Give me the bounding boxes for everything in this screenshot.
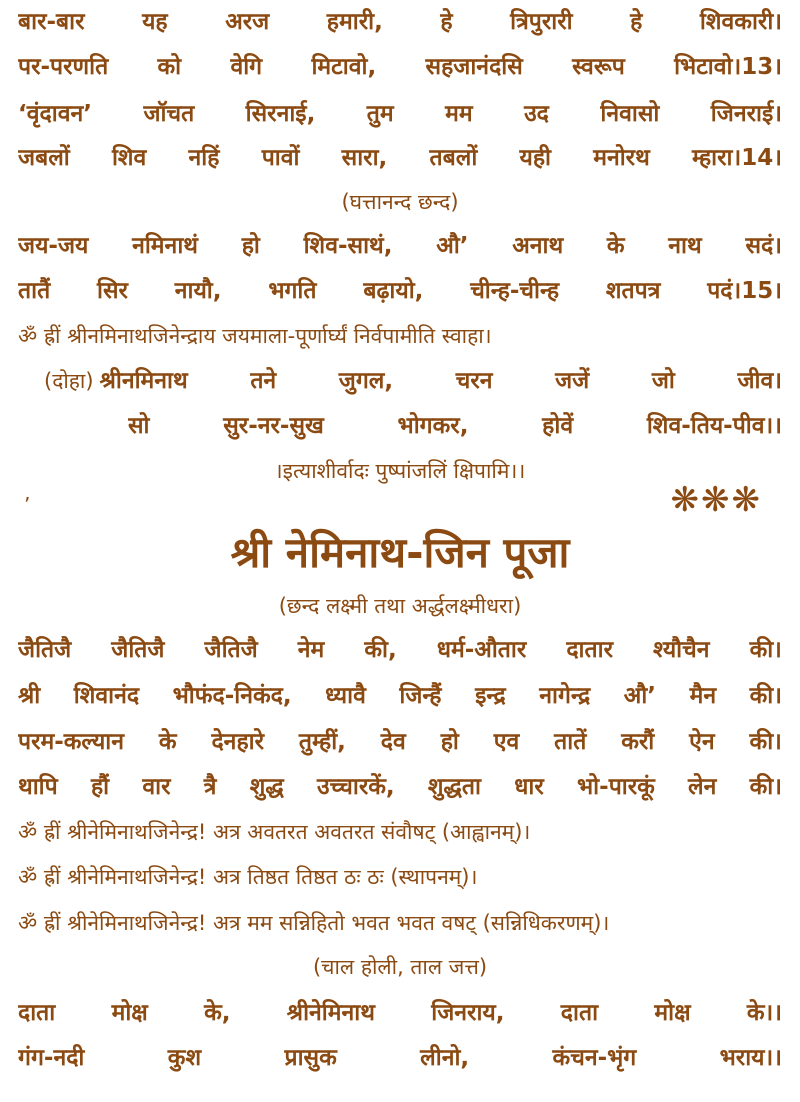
- verse-word: की,: [364, 637, 397, 663]
- verse-word: शिव-तिय-पीव।।: [646, 413, 782, 439]
- verse-word: लीनो,: [420, 1045, 470, 1071]
- verse-word: जिनराई।: [710, 101, 782, 127]
- verse-word: पावों: [261, 145, 300, 171]
- verse-word: नहिं: [188, 145, 220, 171]
- verse-word: भोगकर,: [397, 413, 469, 439]
- jal-line-1: [18, 993, 782, 1033]
- sthapan-mantra: ॐ ह्रीं श्रीनेमिनाथजिनेन्द्र! अत्र तिष्ठत तिष्ठत ठः ठः (स्थापनम्)।: [18, 865, 478, 889]
- verse-word: मैन: [689, 683, 717, 709]
- verse-word: श्री: [18, 683, 41, 709]
- verse-word: की।: [749, 637, 782, 663]
- jal-line-2: [18, 1038, 782, 1078]
- verse-word: तुम्हीं,: [298, 729, 346, 755]
- verse-word: बढ़ायो,: [363, 278, 424, 304]
- verse-word: करौं: [621, 729, 655, 755]
- chhand-heading: (घत्तानन्द छन्द): [341, 190, 459, 214]
- verse-word: तुम: [366, 101, 394, 127]
- verse-word: नागेन्द्र: [539, 683, 591, 709]
- ahvanan-mantra: ॐ ह्रीं श्रीनेमिनाथजिनेन्द्र! अत्र अवतरत अवतरत संवौषट् (आह्वानम्)।: [18, 820, 531, 844]
- verse-word: वार: [142, 774, 171, 800]
- verse-word: होवें: [542, 413, 574, 439]
- verse-word: दाता: [18, 1000, 56, 1026]
- verse-word: के: [606, 233, 625, 259]
- verse-word: की।: [749, 683, 782, 709]
- chaal-heading: (चाल होली, ताल जत्त): [312, 955, 488, 979]
- tick-mark: ’: [24, 493, 31, 517]
- verse-word: की।: [749, 729, 782, 755]
- verse-word: जॉचत: [143, 101, 195, 127]
- verse-word: सो: [128, 413, 150, 439]
- verse-word: शिव: [111, 145, 147, 171]
- verse-word: शुद्ध: [249, 774, 284, 800]
- verse-word: की।: [749, 774, 782, 800]
- verse-word: अरज: [225, 9, 270, 35]
- verse-word: सिरनाई,: [245, 101, 316, 127]
- verse-word: वेगि: [230, 54, 263, 80]
- verse-word: दातार: [566, 637, 613, 663]
- verse-word: इन्द्र: [475, 683, 506, 709]
- doha-line-1-words: [100, 361, 782, 401]
- verse-word: हे: [440, 9, 453, 35]
- verse-word: त्रिपुरारी: [510, 9, 573, 35]
- verse-word: तातैं: [18, 278, 51, 304]
- verse-word: सदं।: [745, 233, 782, 259]
- verse-word: पदं।15।: [707, 278, 782, 304]
- verse-word: गंग-नदी: [18, 1045, 85, 1071]
- verse-word: मम: [445, 101, 473, 127]
- verse-word: उच्चारकें,: [317, 774, 395, 800]
- verse-word: थापि: [18, 774, 58, 800]
- verse-word: हौं: [90, 774, 110, 800]
- verse-word: हो: [241, 233, 260, 259]
- verse-line-13a: [18, 2, 782, 42]
- verse-word: लेन: [688, 774, 717, 800]
- star-ornament-icon: ❋❋❋: [670, 480, 762, 520]
- verse-word: श्यौचैन: [653, 637, 710, 663]
- verse-word: शिवानंद: [73, 683, 140, 709]
- verse-word: भराय।।: [719, 1045, 782, 1071]
- verse-word: जय-जय: [18, 233, 89, 259]
- verse-word: तने: [250, 368, 277, 394]
- verse-line-15a: [18, 226, 782, 266]
- verse-word: नाथ: [668, 233, 702, 259]
- verse-word: प्रासुक: [284, 1045, 337, 1071]
- verse-word: कंचन-भृंग: [552, 1045, 637, 1071]
- verse-word: नमिनाथं: [132, 233, 198, 259]
- verse-word: शतपत्र: [605, 278, 661, 304]
- verse-word: देनहारे: [211, 729, 265, 755]
- verse-word: जुगल,: [338, 368, 394, 394]
- verse-line-14a: [18, 94, 782, 134]
- verse-word: मोक्ष: [111, 1000, 148, 1026]
- verse-word: सिर: [97, 278, 128, 304]
- verse-word: औ’: [623, 683, 657, 709]
- verse-word: भौफंद-निकंद,: [172, 683, 292, 709]
- chhand-subtitle: (छन्द लक्ष्मी तथा अर्द्धलक्ष्मीधरा): [278, 594, 522, 618]
- verse-word: ध्यावै: [325, 683, 366, 709]
- verse-word: हे: [630, 9, 643, 35]
- verse-word: मनोरथ: [593, 145, 650, 171]
- verse-word: जिन्हैं: [399, 683, 442, 709]
- verse-word: चरन: [455, 368, 493, 394]
- verse-word: जबलों: [18, 145, 70, 171]
- verse-word: श्रीनेमिनाथ: [286, 1000, 375, 1026]
- page-title: श्री नेमिनाथ-जिन पूजा: [230, 528, 570, 577]
- verse-word: मिटावो,: [311, 54, 377, 80]
- doha-line-2: [128, 406, 782, 446]
- verse-word: निवासो: [600, 101, 660, 127]
- verse-word: अनाथ: [512, 233, 564, 259]
- verse-word: शुद्धता: [427, 774, 481, 800]
- verse-word: शिवकारी।: [699, 9, 782, 35]
- verse-word: धार: [514, 774, 544, 800]
- verse-word: उद: [524, 101, 549, 127]
- sthapana-line-4: [18, 767, 782, 807]
- verse-word: स्वरूप: [572, 54, 625, 80]
- verse-line-15b: [18, 271, 782, 311]
- verse-word: त्रै: [203, 774, 217, 800]
- jaymala-mantra: ॐ ह्रीं श्रीनमिनाथजिनेन्द्राय जयमाला-पूर्णार्घ्यं निर्वपामीति स्वाहा।: [18, 324, 492, 348]
- verse-word: जजें: [555, 368, 590, 394]
- verse-word: जीव।: [737, 368, 782, 394]
- verse-line-13b: [18, 47, 782, 87]
- verse-word: जैतिजै: [18, 637, 72, 663]
- verse-word: को: [157, 54, 182, 80]
- verse-word: ‘वृंदावन’: [18, 101, 92, 127]
- verse-word: हमारी,: [326, 9, 383, 35]
- verse-word: नायौ,: [174, 278, 222, 304]
- doha-line-1: [44, 361, 782, 401]
- verse-word: मोक्ष: [654, 1000, 691, 1026]
- verse-word: बार-बार: [18, 9, 85, 35]
- sthapana-line-1: [18, 630, 782, 670]
- verse-word: के।।: [746, 1000, 782, 1026]
- verse-word: भो-पारकूं: [577, 774, 655, 800]
- verse-word: तातें: [554, 729, 587, 755]
- verse-word: के,: [204, 1000, 231, 1026]
- verse-word: शिव-साथं,: [303, 233, 393, 259]
- verse-word: जो: [651, 368, 675, 394]
- verse-word: ऐन: [689, 729, 715, 755]
- verse-word: यही: [519, 145, 551, 171]
- verse-word: सुर-नर-सुख: [223, 413, 324, 439]
- verse-word: पर-परणति: [18, 54, 109, 80]
- verse-word: म्हारा।14।: [692, 145, 782, 171]
- verse-word: जैतिजै: [111, 637, 165, 663]
- doha-label: (दोहा): [44, 369, 94, 393]
- verse-word: धर्म-औतार: [436, 637, 527, 663]
- verse-word: देव: [380, 729, 406, 755]
- verse-word: तबलों: [429, 145, 478, 171]
- sthapana-line-2: [18, 676, 782, 716]
- sannidhikaran-mantra: ॐ ह्रीं श्रीनेमिनाथजिनेन्द्र! अत्र मम सन्निहितो भवत भवत वषट् (सन्निधिकरणम्)।: [18, 911, 610, 935]
- verse-word: श्रीनमिनाथ: [99, 368, 188, 394]
- verse-word: परम-कल्यान: [18, 729, 125, 755]
- verse-word: के: [158, 729, 177, 755]
- verse-word: एव: [493, 729, 520, 755]
- verse-word: सहजानंदसि: [425, 54, 523, 80]
- document-page: [18, 0, 782, 1102]
- verse-word: औ’: [436, 233, 469, 259]
- verse-word: यह: [142, 9, 168, 35]
- sthapana-line-3: [18, 722, 782, 762]
- verse-word: नेम: [297, 637, 325, 663]
- verse-line-14b: [18, 138, 782, 178]
- verse-word: जैतिजै: [204, 637, 258, 663]
- ashirvad-line: ।इत्याशीर्वादः पुष्पांजलिं क्षिपामि।।: [274, 459, 526, 483]
- verse-word: कुश: [167, 1045, 202, 1071]
- verse-word: दाता: [560, 1000, 599, 1026]
- verse-word: जिनराय,: [431, 1000, 505, 1026]
- verse-word: भगति: [268, 278, 317, 304]
- verse-word: चीन्ह-चीन्ह: [470, 278, 560, 304]
- verse-word: हो: [440, 729, 459, 755]
- verse-word: सारा,: [341, 145, 388, 171]
- verse-word: भिटावो।13।: [674, 54, 782, 80]
